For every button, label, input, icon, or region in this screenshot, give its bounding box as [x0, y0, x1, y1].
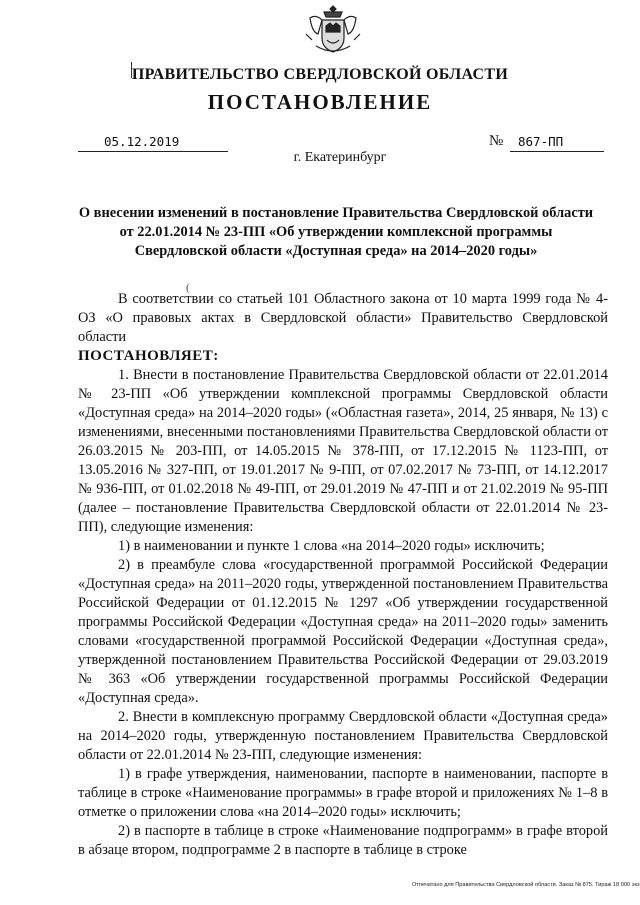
- preamble-paragraph: В соответствии со статьей 101 Областного закона от 10 марта 1999 года № 4-ОЗ «О правовых актах в Свердловской области» Правительство Свердловской области: [78, 291, 608, 345]
- clause-2-item-2: 2) в паспорте в таблице в строке «Наименование подпрограмм» в графе второй в абзаце втором, подпрограмме 2 в паспорте в таблице в строке: [78, 823, 608, 858]
- document-date: 05.12.2019: [104, 134, 180, 149]
- organization-name: ПРАВИТЕЛЬСТВО СВЕРДЛОВСКОЙ ОБЛАСТИ: [131, 66, 509, 83]
- clause-2-item-1: 1) в графе утверждения, наименовании, паспорте в наименовании, паспорте в таблице в строке «Наименование программы» в графе второй и приложениях № 1–8 в отметке о приложении слова «на 2014–2020 годы» исключить;: [78, 766, 608, 820]
- decree-heading: ПОСТАНОВЛЯЕТ:: [78, 348, 219, 364]
- print-footer: Отпечатано для Правительства Свердловской области. Заказ № 875. Тираж 18 000 экз: [412, 882, 640, 888]
- document-title: О внесении изменений в постановление Правительства Свердловской области от 22.01.2014 № 23-ПП «Об утверждении комплексной программы Свердловской области «Доступная среда» на 2014–2020 годы»: [78, 205, 594, 259]
- stray-mark: (: [186, 282, 190, 294]
- document-city: г. Екатеринбург: [293, 150, 387, 165]
- document-body: [78, 290, 608, 860]
- clause-1: 1. Внести в постановление Правительства Свердловской области от 22.01.2014 № 23-ПП «Об утверждении комплексной программы Свердловской области «Доступная среда» на 2014–2020 годы» («Областная газета», 2014, 25 января, № 13) с изменениями, внесенными постановлениями Правительства Свердловской области от 26.03.2015 № 203-ПП, от 14.05.2015 № 378-ПП, от 17.12.2015 № 1123-ПП, от 13.05.2016 № 327-ПП, от 19.01.2017 № 9-ПП, от 07.02.2017 № 73-ПП, от 14.12.2017 № 936-ПП, от 01.02.2018 № 49-ПП, от 29.01.2019 № 47-ПП и от 21.02.2019 № 95-ПП (далее – постановление Правительства Свердловской области от 22.01.2014 № 23-ПП), следующие изменения:: [78, 367, 608, 535]
- document-number: 867-ПП: [518, 134, 564, 149]
- coat-of-arms-emblem: [302, 2, 364, 58]
- clause-2: 2. Внести в комплексную программу Свердловской области «Доступная среда» на 2014–2020 годы, утвержденную постановлением Правительства Свердловской области от 22.01.2014 № 23-ПП, следующие изменения:: [78, 709, 608, 763]
- clause-1-item-1: 1) в наименовании и пункте 1 слова «на 2014–2020 годы» исключить;: [118, 538, 545, 554]
- clause-1-item-2: 2) в преамбуле слова «государственной программой Российской Федерации «Доступная среда» на 2011–2020 годы, утвержденной постановлением Правительства Российской Федерации от 01.12.2015 № 1297 «Об утверждении государственной программы Российской Федерации «Доступная среда» на 2011–2020 годы» заменить словами «государственной программой Российской Федерации «Доступная среда», утвержденной постановлением Правительства Российской Федерации от 29.03.2019 № 363 «Об утверждении государственной программы Российской Федерации «Доступная среда».: [78, 557, 608, 706]
- document-type: ПОСТАНОВЛЕНИЕ: [207, 90, 433, 114]
- number-sign: №: [489, 133, 504, 149]
